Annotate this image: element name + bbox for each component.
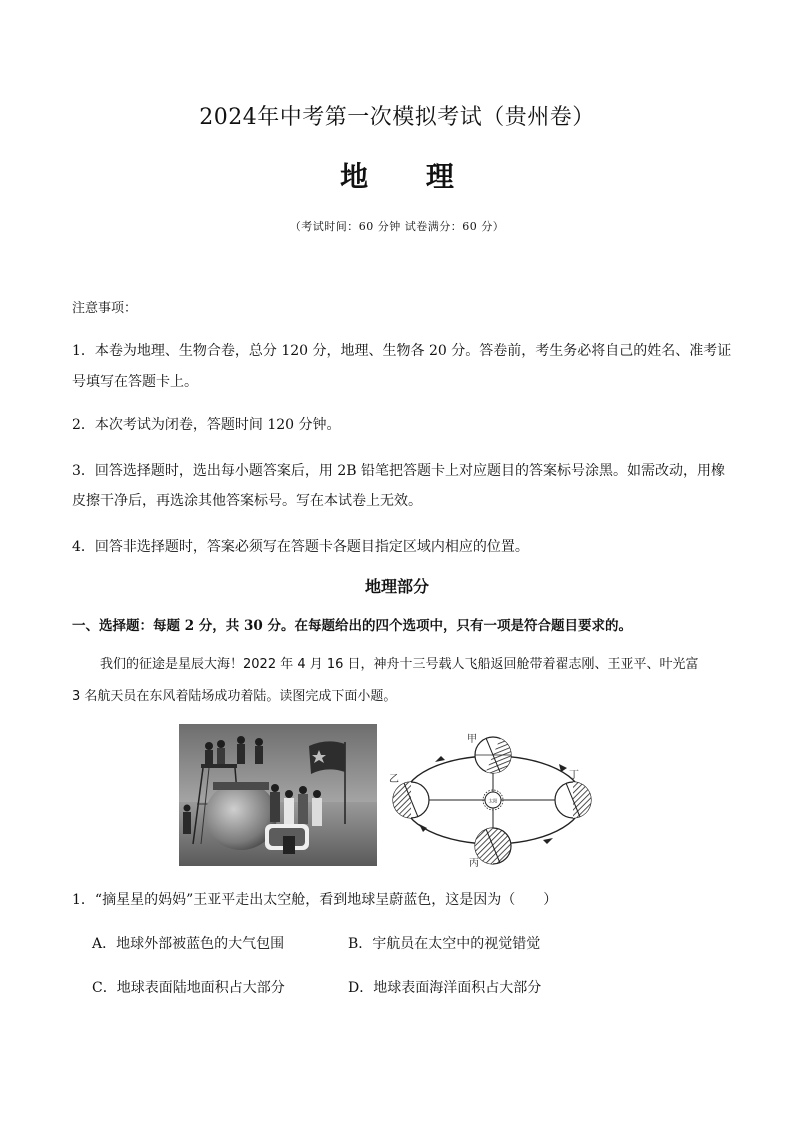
option-a: A．地球外部被蓝色的大气包围 xyxy=(92,936,285,952)
notice-item-1-line-2: 号填写在答题卡上。 xyxy=(72,374,198,390)
subject-title: 地 理 xyxy=(340,160,478,193)
section-title: 地理部分 xyxy=(364,577,429,596)
passage-line-2: 3 名航天员在东风着陆场成功着陆。读图完成下面小题。 xyxy=(72,689,397,704)
option-d: D．地球表面海洋面积占大部分 xyxy=(348,980,542,996)
label-bing: 丙 xyxy=(469,858,479,868)
notice-item-2: 2．本次考试为闭卷，答题时间 120 分钟。 xyxy=(72,417,341,433)
label-yi: 乙 xyxy=(389,774,399,785)
earth-position-right xyxy=(555,782,591,818)
notice-item-3-line-2: 皮擦干净后，再选涂其他答案标号。写在本试卷上无效。 xyxy=(72,493,422,509)
sun-icon xyxy=(483,790,503,810)
passage-line-1: 我们的征途是星辰大海！2022 年 4 月 16 日，神舟十三号载人飞船返回舱带着翟志刚、王亚平、叶光富 xyxy=(100,657,699,672)
capsule-landing-photo xyxy=(179,724,377,866)
earth-position-top xyxy=(475,737,517,779)
earth-position-left xyxy=(393,782,429,818)
label-ding: 丁 xyxy=(569,770,579,781)
notice-heading: 注意事项： xyxy=(72,301,138,316)
notice-item-3-line-1: 3．回答选择题时，选出每小题答案后，用 2B 铅笔把答题卡上对应题目的答案标号涂黑。如需改动，用橡 xyxy=(72,463,726,479)
option-b: B．宇航员在太空中的视觉错觉 xyxy=(348,936,541,952)
option-c: C．地球表面陆地面积占大部分 xyxy=(92,980,285,996)
earth-position-bottom xyxy=(475,828,511,864)
notice-item-4: 4．回答非选择题时，答案必须写在答题卡各题目指定区域内相应的位置。 xyxy=(72,539,529,555)
earth-revolution-diagram xyxy=(383,728,623,868)
sun-label: 太阳 xyxy=(488,799,498,805)
question-type-instructions: 一、选择题：每题 2 分，共 30 分。在每题给出的四个选项中，只有一项是符合题目要求的。 xyxy=(72,618,632,634)
label-jia: 甲 xyxy=(467,734,477,745)
notice-item-1-line-1: 1．本卷为地理、生物合卷，总分 120 分，地理、生物各 20 分。答卷前，考生务必将自己的姓名、准考证 xyxy=(72,343,732,359)
exam-info: （考试时间：60 分钟 试卷满分：60 分） xyxy=(289,220,505,233)
question-1-stem: 1．“摘星星的妈妈”王亚平走出太空舱，看到地球呈蔚蓝色，这是因为（ ） xyxy=(72,892,558,908)
exam-title: 2024年中考第一次模拟考试（贵州卷） xyxy=(199,105,595,130)
